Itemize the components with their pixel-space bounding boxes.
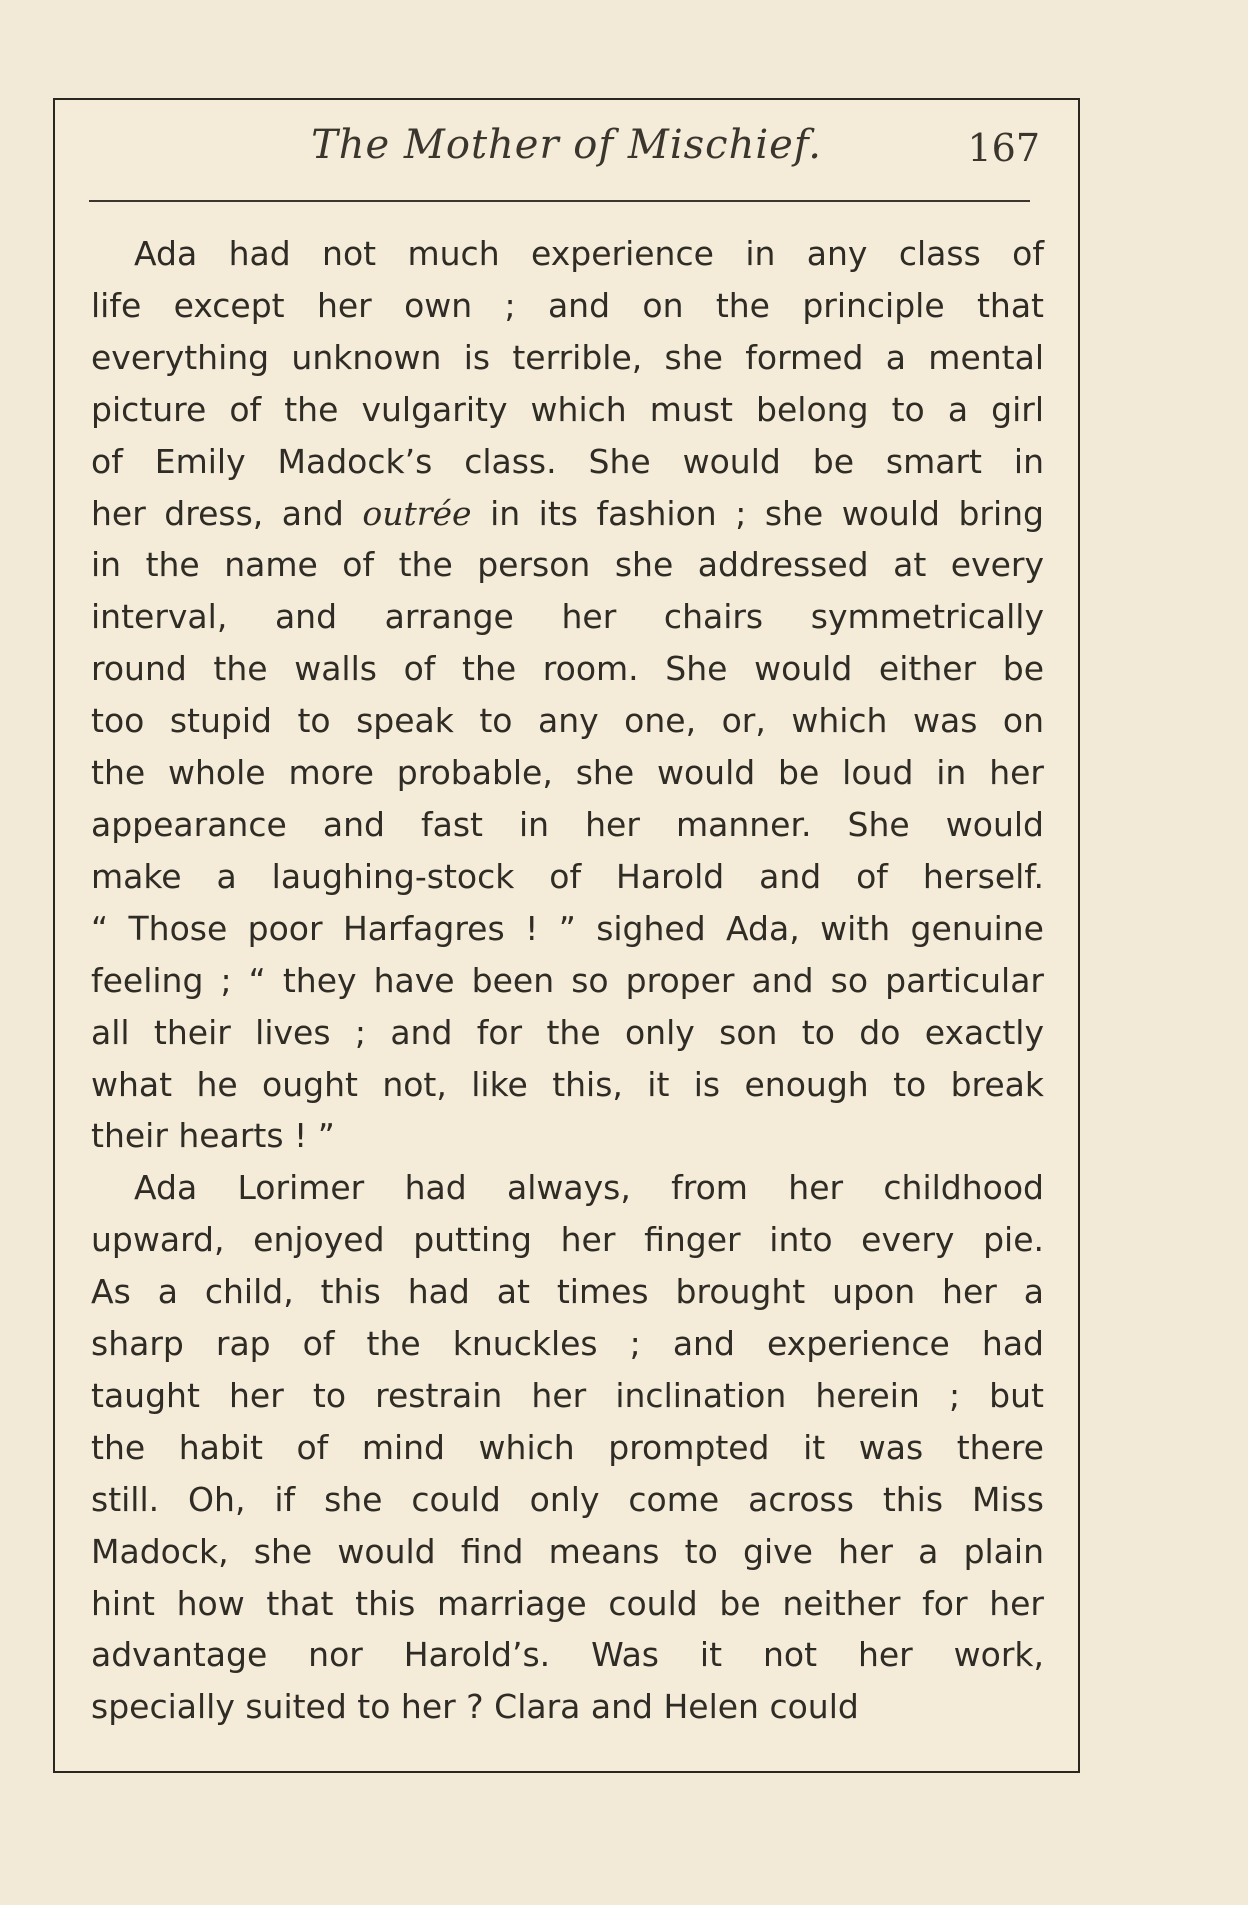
running-title: The Mother of Mischief. <box>311 122 822 168</box>
text-line: all their lives ; and for the only son to do exactly <box>91 1012 1044 1052</box>
text-line: interval, and arrange her chairs symmetrically <box>91 597 1044 637</box>
text-line: make a laughing-stock of Harold and of herself. <box>91 856 1044 896</box>
text-line: As a child, this had at times brought upon her a <box>91 1272 1044 1312</box>
text-line: “ Those poor Harfagres ! ” sighed Ada, with genuine <box>91 908 1044 948</box>
text-line: the habit of mind which prompted it was there <box>91 1427 1044 1467</box>
text-line: picture of the vulgarity which must belong to a girl <box>91 389 1044 429</box>
text-line: of Emily Madock’s class. She would be smart in <box>91 441 1044 481</box>
text-line: hint how that this marriage could be neither for her <box>91 1583 1044 1623</box>
text-line: sharp rap of the knuckles ; and experience had <box>91 1324 1044 1364</box>
text-line: Ada Lorimer had always, from her childhood <box>134 1168 1044 1208</box>
text-line: her dress, and outrée in its fashion ; she would bring <box>91 493 1044 533</box>
text-line: taught her to restrain her inclination herein ; but <box>91 1375 1044 1415</box>
text-line: feeling ; “ they have been so proper and so particular <box>91 960 1044 1000</box>
text-line: their hearts ! ” <box>91 1116 335 1156</box>
text-line: what he ought not, like this, it is enough to break <box>91 1064 1044 1104</box>
header-rule <box>89 200 1030 202</box>
text-line: Ada had not much experience in any class of <box>134 234 1044 273</box>
text-line: too stupid to speak to any one, or, which was on <box>91 701 1044 741</box>
body-text <box>91 228 1044 1733</box>
text-line: everything unknown is terrible, she formed a mental <box>91 337 1044 377</box>
page-number: 167 <box>967 126 1040 170</box>
paragraph-1 <box>91 228 1044 1162</box>
text-line: the whole more probable, she would be loud in her <box>91 753 1044 793</box>
running-head <box>55 122 1078 182</box>
paragraph-2 <box>91 1162 1044 1733</box>
text-line: Madock, she would find means to give her a plain <box>91 1531 1044 1571</box>
text-line: appearance and fast in her manner. She would <box>91 804 1044 844</box>
text-line: still. Oh, if she could only come across this Miss <box>91 1479 1044 1519</box>
page-frame <box>53 98 1080 1773</box>
text-line: upward, enjoyed putting her finger into every pie. <box>91 1220 1044 1260</box>
text-line: advantage nor Harold’s. Was it not her work, <box>91 1635 1044 1675</box>
text-line: specially suited to her ? Clara and Helen could <box>91 1687 859 1727</box>
text-line: in the name of the person she addressed at every <box>91 545 1044 585</box>
italic-word: outrée <box>362 493 472 533</box>
text-line: life except her own ; and on the principle that <box>91 285 1044 325</box>
text-line: round the walls of the room. She would either be <box>91 649 1044 689</box>
